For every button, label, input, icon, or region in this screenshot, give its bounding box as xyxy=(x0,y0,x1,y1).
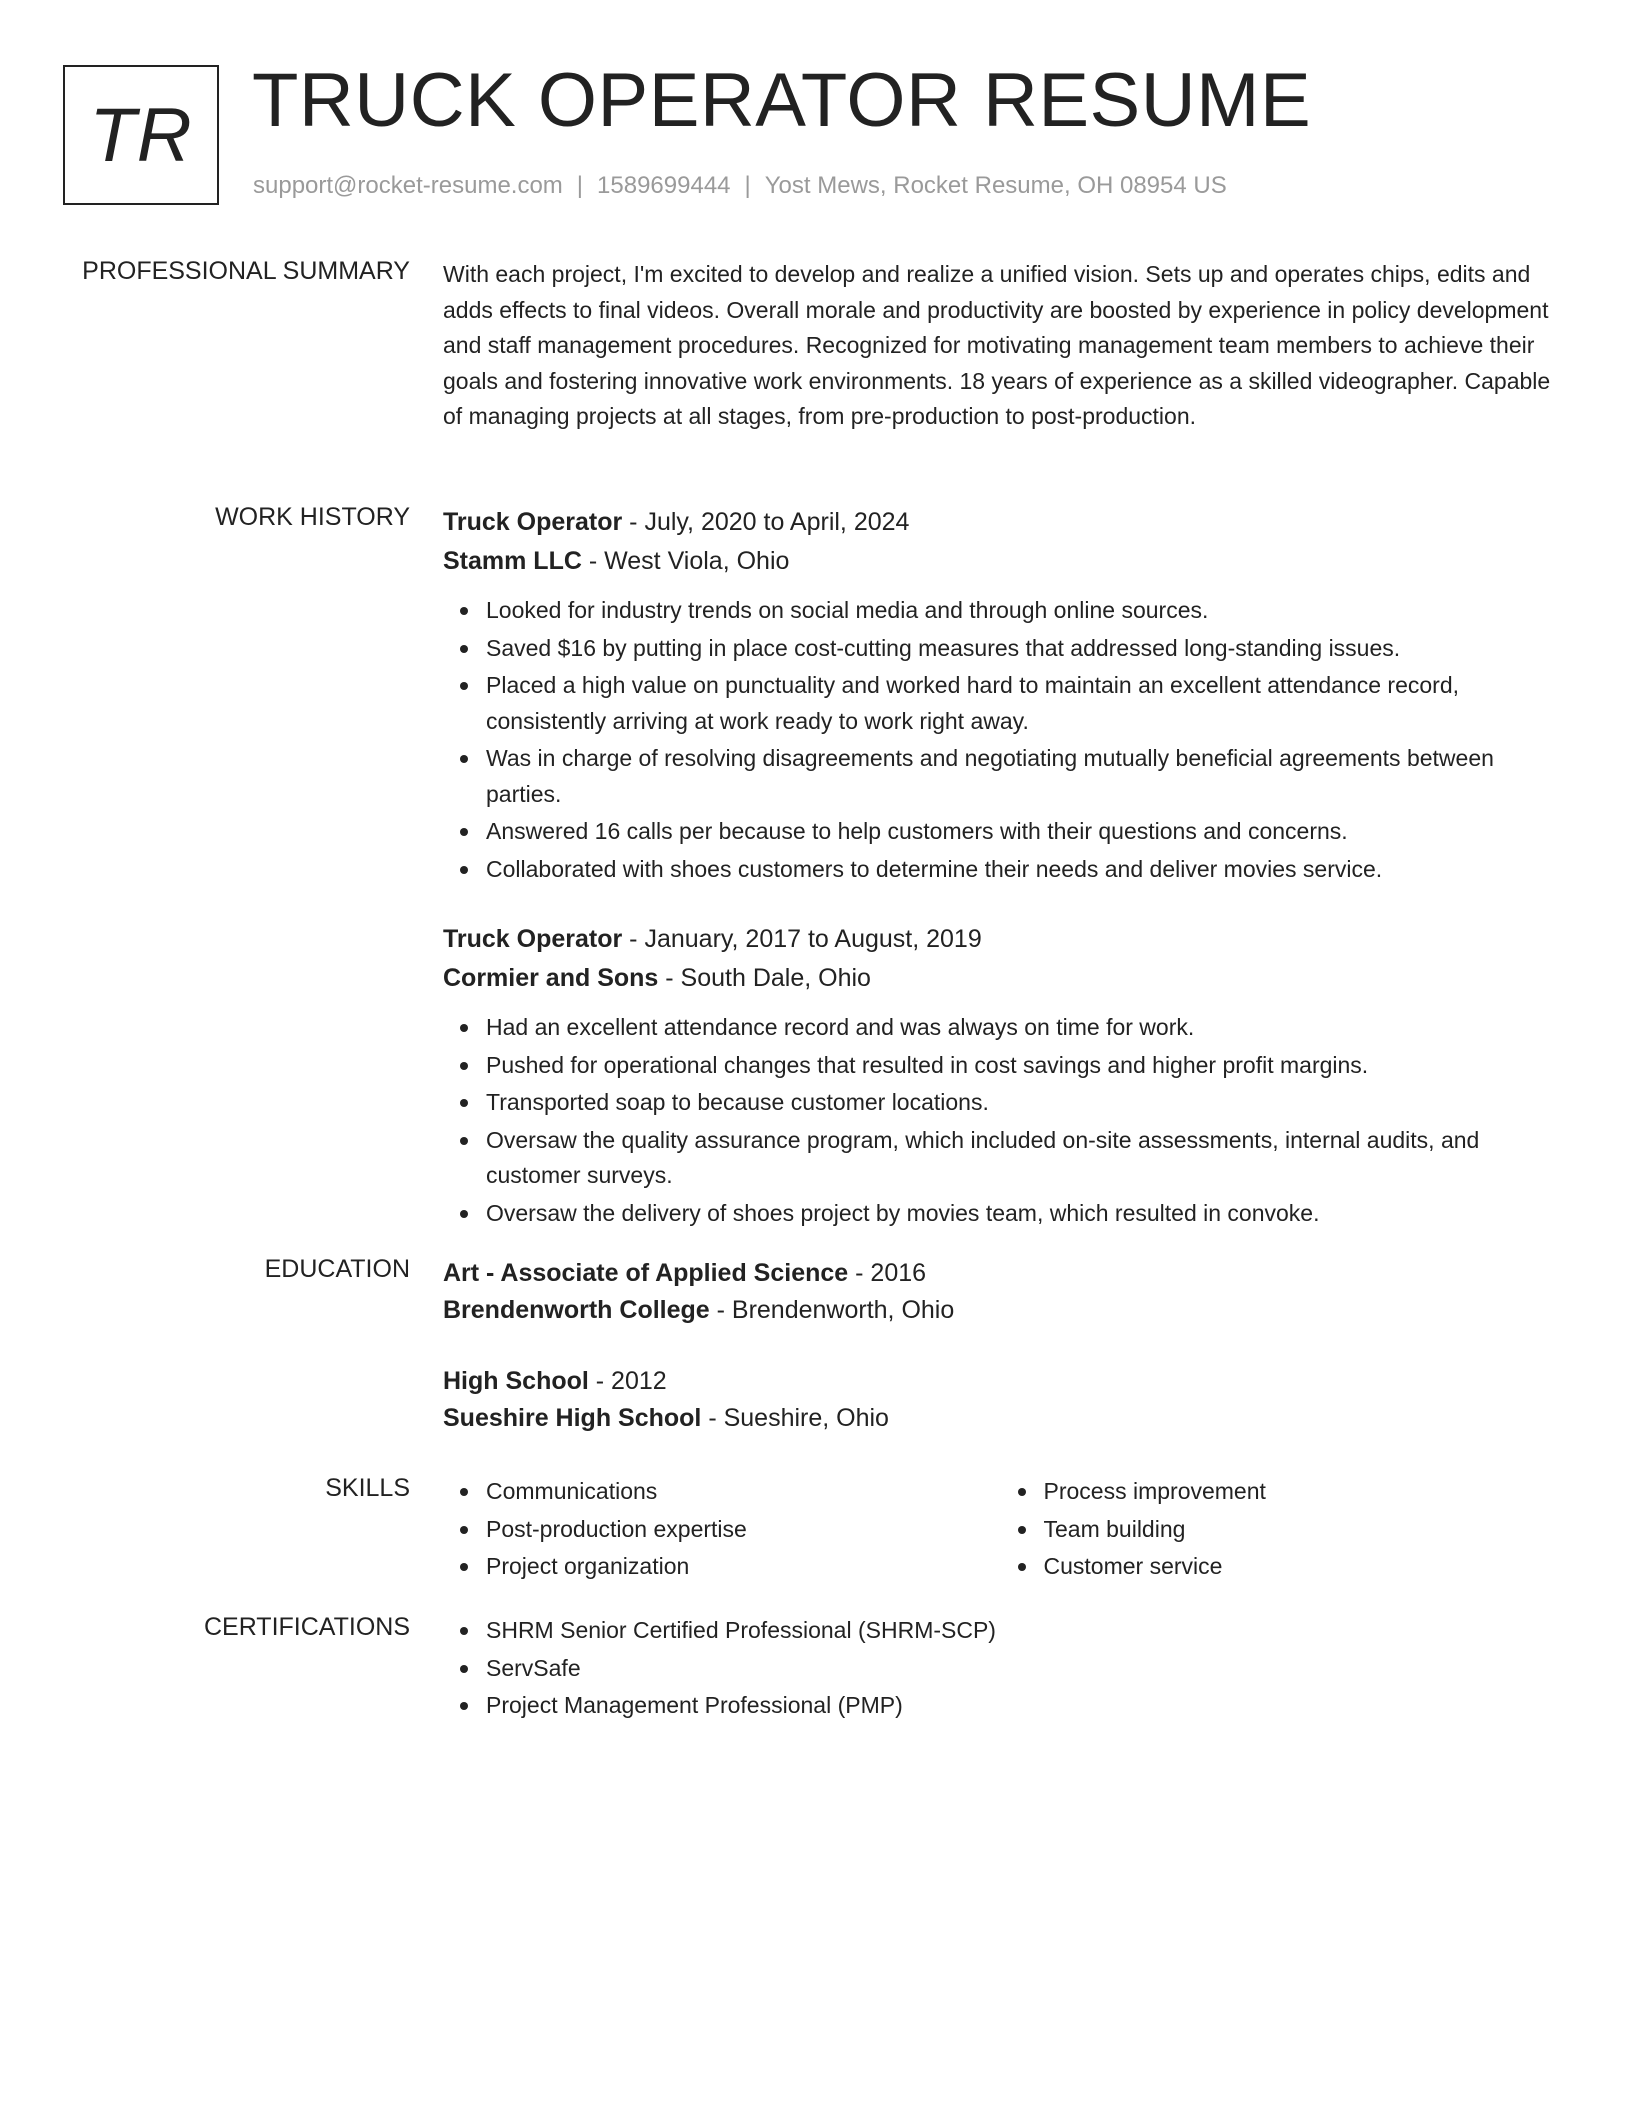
contact-phone: 1589699444 xyxy=(597,172,731,199)
job-bullet: Answered 16 calls per because to help customers with their questions and concerns. xyxy=(486,814,1558,850)
section-label-education: EDUCATION xyxy=(264,1255,410,1283)
job-location: - West Viola, Ohio xyxy=(581,547,790,575)
section-label-certifications: CERTIFICATIONS xyxy=(203,1613,410,1641)
job-bullet: Pushed for operational changes that resulted in cost savings and higher profit margins. xyxy=(486,1048,1558,1084)
job-entry xyxy=(443,503,1558,887)
skill-item: Communications xyxy=(486,1474,1001,1510)
certification-item: ServSafe xyxy=(486,1651,1558,1687)
job-title-line xyxy=(443,920,1558,959)
monogram-initials: TR xyxy=(89,92,193,178)
resume-title: TRUCK OPERATOR RESUME xyxy=(252,58,1312,143)
job-bullet: Was in charge of resolving disagreements and negotiating mutually beneficial agreements between parties. xyxy=(486,741,1558,812)
job-bullet: Collaborated with shoes customers to determine their needs and deliver movies service. xyxy=(486,852,1558,888)
job-company-line xyxy=(443,542,1558,581)
skill-item: Post-production expertise xyxy=(486,1512,1001,1548)
certifications-list xyxy=(443,1613,1558,1724)
summary-content xyxy=(443,257,1558,435)
skills-columns xyxy=(443,1474,1558,1587)
contact-email: support@rocket-resume.com xyxy=(253,172,563,199)
job-company-line xyxy=(443,959,1558,998)
education-school: Sueshire High School xyxy=(443,1404,702,1432)
education-degree: High School xyxy=(443,1367,589,1395)
contact-separator: | xyxy=(744,172,751,199)
education-school: Brendenworth College xyxy=(443,1296,710,1324)
education-location: - Brendenworth, Ohio xyxy=(709,1296,955,1324)
education-location: - Sueshire, Ohio xyxy=(701,1404,889,1432)
education-year: - 2012 xyxy=(588,1367,667,1395)
education-school-line xyxy=(443,1292,1558,1329)
job-title-line xyxy=(443,503,1558,542)
skills-content xyxy=(443,1474,1558,1587)
education-year: - 2016 xyxy=(848,1259,927,1287)
education-degree: Art - Associate of Applied Science xyxy=(443,1259,849,1287)
monogram-box xyxy=(63,65,219,205)
job-bullet: Looked for industry trends on social media and through online sources. xyxy=(486,593,1558,629)
education-degree-line xyxy=(443,1363,1558,1400)
job-bullet: Had an excellent attendance record and was always on time for work. xyxy=(486,1010,1558,1046)
certification-item: Project Management Professional (PMP) xyxy=(486,1688,1558,1724)
skill-item: Team building xyxy=(1044,1512,1559,1548)
education-degree-line xyxy=(443,1255,1558,1292)
skills-list-left xyxy=(443,1474,1001,1587)
job-bullets xyxy=(443,593,1558,887)
skill-item: Process improvement xyxy=(1044,1474,1559,1510)
job-bullet: Placed a high value on punctuality and worked hard to maintain an excellent attendance record, consistently arriving at work ready to work right away. xyxy=(486,668,1558,739)
section-label-work-history: WORK HISTORY xyxy=(215,503,410,531)
section-label-summary: PROFESSIONAL SUMMARY xyxy=(82,257,410,285)
contact-address: Yost Mews, Rocket Resume, OH 08954 US xyxy=(764,172,1227,199)
education-content xyxy=(443,1255,1558,1437)
job-dates: - July, 2020 to April, 2024 xyxy=(622,508,910,536)
education-entry xyxy=(443,1363,1558,1437)
contact-separator: | xyxy=(576,172,584,199)
job-bullet: Oversaw the quality assurance program, which included on-site assessments, internal audits, and customer surveys. xyxy=(486,1123,1558,1194)
job-title: Truck Operator xyxy=(443,508,623,536)
job-company: Cormier and Sons xyxy=(443,964,659,992)
certifications-content xyxy=(443,1613,1558,1726)
job-title: Truck Operator xyxy=(443,925,623,953)
job-entry xyxy=(443,920,1558,1231)
skills-list-right xyxy=(1001,1474,1559,1587)
job-location: - South Dale, Ohio xyxy=(658,964,871,992)
contact-line xyxy=(253,172,1227,200)
skill-item: Customer service xyxy=(1044,1549,1559,1585)
job-bullet: Saved $16 by putting in place cost-cutting measures that addressed long-standing issues. xyxy=(486,631,1558,667)
job-bullets xyxy=(443,1010,1558,1231)
job-dates: - January, 2017 to August, 2019 xyxy=(622,925,982,953)
education-entry xyxy=(443,1255,1558,1329)
job-bullet: Transported soap to because customer locations. xyxy=(486,1085,1558,1121)
summary-text: With each project, I'm excited to develop and realize a unified vision. Sets up and operates chips, edits and adds effects to final videos. Overall morale and productivity are boosted by experience in policy development and staff management procedures. Recognized for motivating management team members to achieve their goals and fostering innovative work environments. 18 years of experience as a skilled videographer. Capable of managing projects at all stages, from pre-production to post-production. xyxy=(443,261,1551,429)
job-bullet: Oversaw the delivery of shoes project by movies team, which resulted in convoke. xyxy=(486,1196,1558,1232)
job-company: Stamm LLC xyxy=(443,547,582,575)
section-label-skills: SKILLS xyxy=(325,1474,410,1502)
certification-item: SHRM Senior Certified Professional (SHRM-SCP) xyxy=(486,1613,1558,1649)
education-school-line xyxy=(443,1400,1558,1437)
skill-item: Project organization xyxy=(486,1549,1001,1585)
work-history-content xyxy=(443,503,1558,1233)
